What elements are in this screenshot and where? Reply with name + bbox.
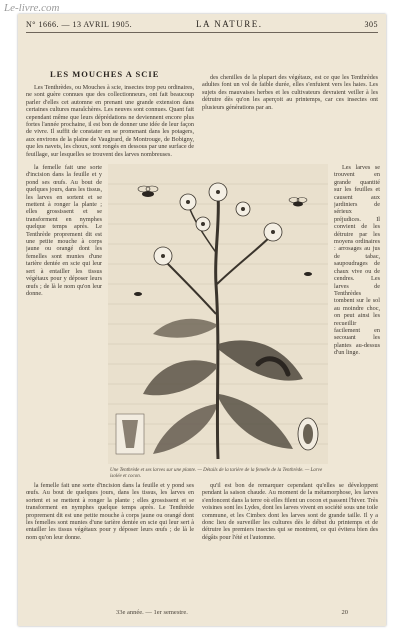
paragraph: des chenilles de la plupart des végétaux, est ce que les Tenthrèdes adultes font un vol de faible durée, elles s'enfuient vers les haies. Les sujets des mauvaises herbes et les cultivateurs devraient veiller à les détruire dès qu'on les aperçoit au printemps, car ces insectes ont plusieurs générations par an. — [202, 74, 378, 111]
paragraph: la femelle fait une sorte d'incision dans la feuille et y pond ses œufs. Au bout de quelques jours, dans les tissus, les larves en sortent et se mettent à ronger la plante ; elles grossissent et se transforment en nymphes quelque temps après. Le Tenthrède proprement dit est une petite mouche à corps jaune ou orangé dont les femelles sont munies d'une tarière dentée en scie qui leur sert à entailler les tissus végétaux pour y déposer leurs œufs ; de là le nom qu'on leur donne. — [26, 482, 194, 541]
engraving-illustration — [108, 164, 328, 464]
column-right-middle — [334, 164, 380, 464]
issue-number: N° 1666. — 13 AVRIL 1905. — [26, 20, 133, 29]
paragraph: qu'il est bon de remarquer cependant qu'elles se développent pendant la saison chaude. Au moment de la métamorphose, les larves s'enfoncent dans la terre où elles filent un cocon et passent l'hiver. Très voisines sont les Lydes, dont les larves vivent en société sous une toile commune, et les Cimbex dont les larves sont de grande taille. Il y a donc lieu de surveiller les cultures dès le début du printemps et de détruire les premiers insectes qui se montrent, ce qui évitera bien des dégâts pour l'été et l'automne. — [202, 482, 378, 541]
footer-year: 33e année. — 1er semestre. — [116, 609, 188, 616]
journal-title: LA NATURE. — [196, 19, 263, 29]
page-number: 305 — [364, 20, 378, 29]
column-left-top — [26, 84, 194, 160]
scanned-page — [18, 14, 386, 626]
column-left-middle — [26, 164, 102, 454]
paragraph: Les larves se trouvent en grande quantité sur les feuilles et causent aux jardiniers de sérieux préjudices. Il convient de les détruire par les moyens ordinaires : arrosages au jus de tabac, saupoudrages de chaux vive ou de cendres. Les larves de Tenthrèdes tombent sur le sol au moindre choc, on peut ainsi les recueillir facilement en secouant les plantes au-dessus d'un linge. — [334, 164, 380, 357]
article-title: LES MOUCHES A SCIE — [50, 69, 160, 79]
figure-caption: Une Tenthrède et ses larves sur une plante. — Détails de la tarière de la femelle de la Tenthrède. — Larve isolée et cocon. — [110, 468, 323, 479]
footer-signature: 20 — [341, 609, 348, 616]
column-left-bottom — [26, 482, 194, 606]
paragraph: Les Tenthrèdes, ou Mouches à scie, insectes trop peu ordinaires, ne sont guère connues que des collectionneurs, ont fait beaucoup parler d'elles cet automne en prenant une grande extension dans certaines cultures maraîchères. Les neuves sont connues. Quant fait cependant même que leurs déprédations ne deviennent encore plus fortes l'année prochaine, il est bon de donner une idée de leur façon de vivre. Il suffit de constater en se promenant dans les potagers, aux environs de la plaine de Vaugirard, de Montrouge, de Bobigny, que les navets, les choux, sont rongés en dessous par une surface de feuillage, sur lesquelles se trouvent des larves nombreuses. — [26, 84, 194, 158]
watermark: Le-livre.com — [4, 2, 60, 14]
column-right-top — [202, 74, 378, 160]
column-right-bottom — [202, 482, 378, 606]
paragraph: la femelle fait une sorte d'incision dans la feuille et y pond ses œufs. Au bout de quelques jours, dans les tissus, les larves en sortent et se mettent à ronger la plante ; elles grossissent et se transforment en nymphes quelque temps après. Le Tenthrède proprement dit est une petite mouche à corps jaune ou orangé dont les femelles sont munies d'une tarière dentée en scie qui leur sert à entailler les tissus végétaux pour y déposer leurs œufs ; de là le nom qu'on leur donne. — [26, 164, 102, 297]
page-header — [26, 18, 378, 33]
